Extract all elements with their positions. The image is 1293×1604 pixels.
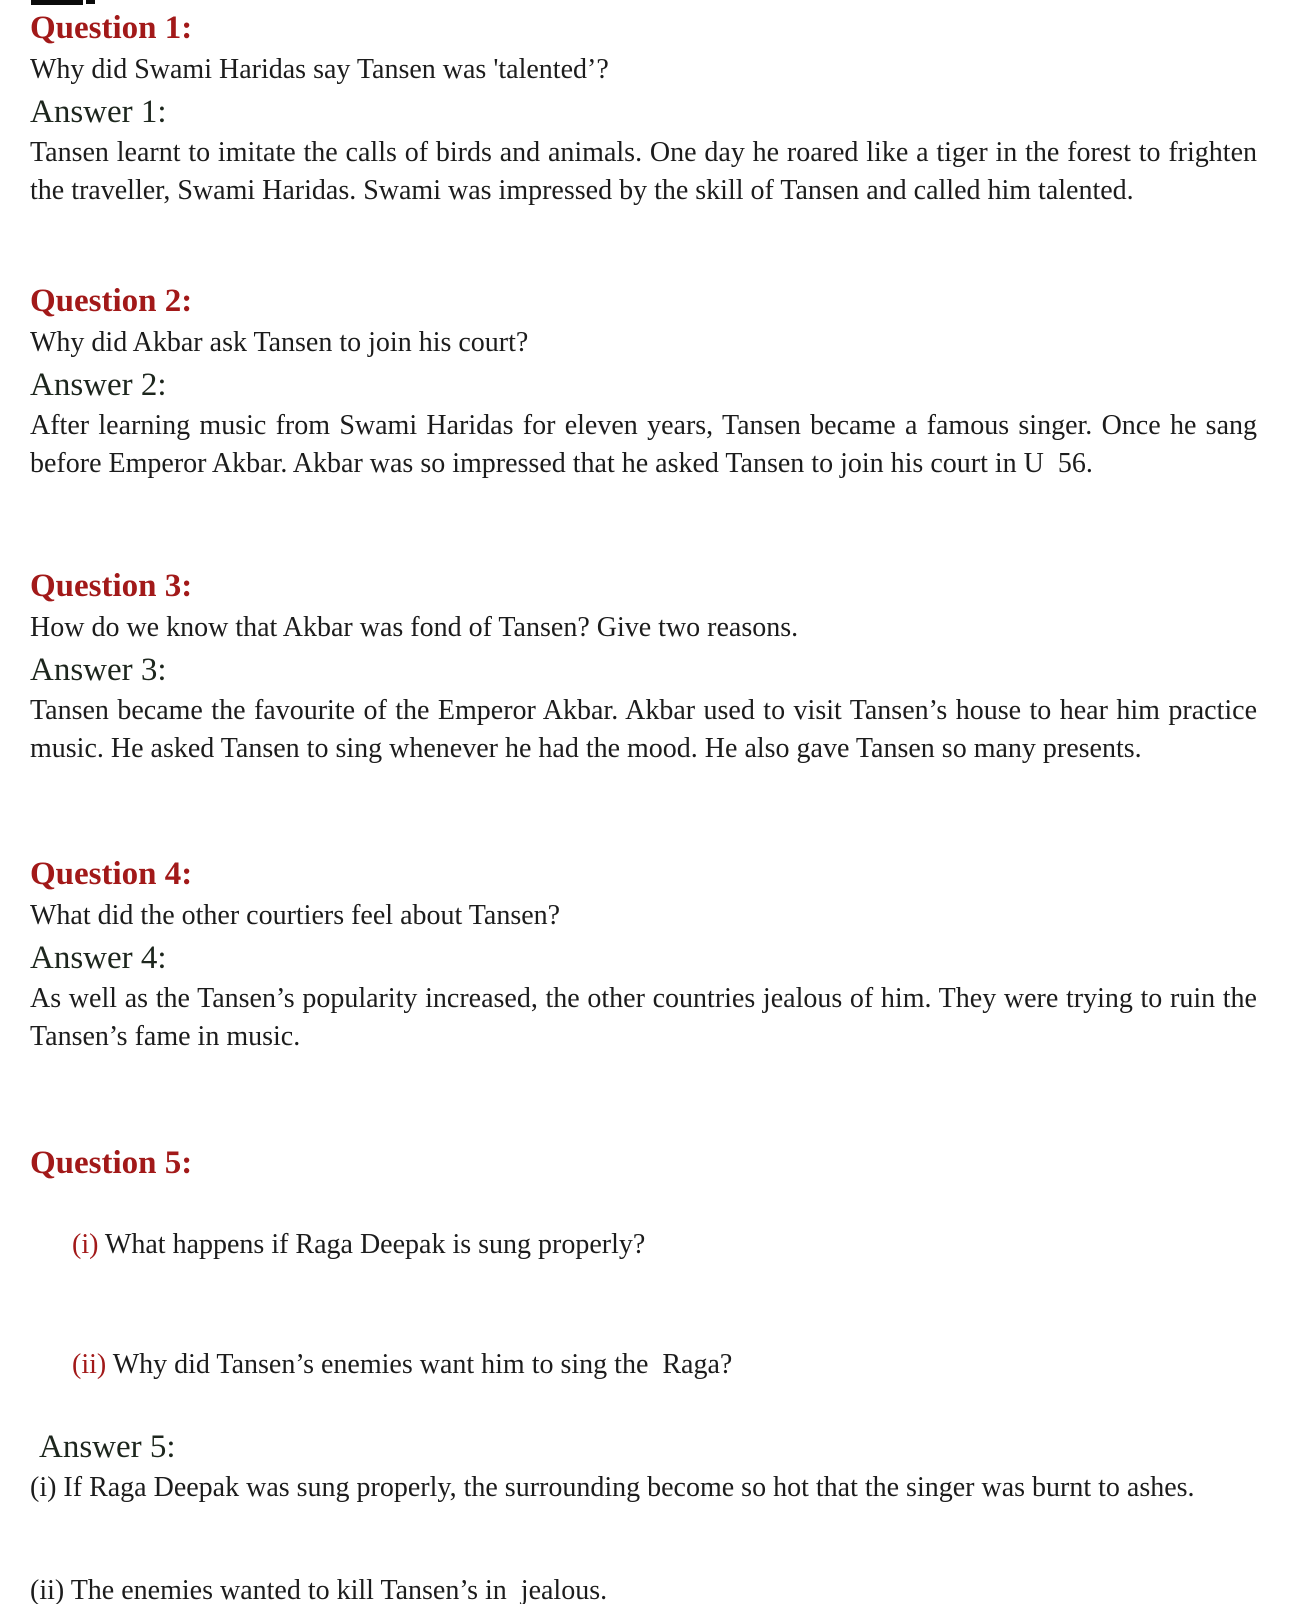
question-text: How do we know that Akbar was fond of Tansen? Give two reasons. xyxy=(30,612,799,643)
qa-section-4 xyxy=(30,852,1264,1056)
question-text-part-ii xyxy=(30,1305,1257,1425)
question-text: What happens if Raga Deepak is sung properly? xyxy=(98,1229,646,1260)
question-heading: Question 4: xyxy=(30,856,193,892)
answer-paragraph-part-i: (i) If Raga Deepak was sung properly, the surrounding become so hot that the singer was burnt to ashes. xyxy=(30,1472,1195,1503)
answer-paragraph: Tansen learnt to imitate the calls of birds and animals. One day he roared like a tiger in the forest to frighten the traveller, Swami Haridas. Swami was impressed by the skill of Tansen and called him talented. xyxy=(30,137,1264,206)
answer-heading: Answer 5: xyxy=(39,1429,176,1465)
question-text: Why did Tansen’s enemies want him to sing the Raga? xyxy=(106,1349,733,1380)
scan-artifact xyxy=(31,0,83,5)
question-text: Why did Akbar ask Tansen to join his court? xyxy=(30,327,529,358)
answer-paragraph: After learning music from Swami Haridas for eleven years, Tansen became a famous singer. Once he sang before Emperor Akbar. Akbar was so impressed that he asked Tansen to join his court in U 56. xyxy=(30,410,1264,479)
qa-section-5 xyxy=(30,1141,1257,1604)
answer-heading: Answer 1: xyxy=(30,94,167,130)
question-text: Why did Swami Haridas say Tansen was 'talented’? xyxy=(30,54,609,85)
answer-paragraph: As well as the Tansen’s popularity increased, the other countries jealous of him. They were trying to ruin the Tansen’s fame in music. xyxy=(30,983,1264,1052)
question-heading: Question 3: xyxy=(30,568,193,604)
answer-paragraph: Tansen became the favourite of the Emperor Akbar. Akbar used to visit Tansen’s house to hear him practice music. He asked Tansen to sing whenever he had the mood. He also gave Tansen so many presents. xyxy=(30,695,1264,764)
question-heading: Question 5: xyxy=(30,1145,193,1181)
question-text: What did the other courtiers feel about Tansen? xyxy=(30,900,561,931)
qa-section-2 xyxy=(30,279,1264,483)
answer-heading: Answer 4: xyxy=(30,940,167,976)
answer-heading: Answer 3: xyxy=(30,652,167,688)
question-part-label: (ii) xyxy=(72,1349,107,1380)
question-heading: Question 1: xyxy=(30,10,193,46)
question-heading: Question 2: xyxy=(30,283,193,319)
answer-heading: Answer 2: xyxy=(30,367,167,403)
scan-artifact xyxy=(86,0,95,4)
qa-section-1 xyxy=(30,6,1264,210)
qa-section-3 xyxy=(30,564,1264,768)
question-part-label: (i) xyxy=(72,1229,99,1260)
answer-paragraph-part-ii: (ii) The enemies wanted to kill Tansen’s in jealous. xyxy=(30,1575,608,1604)
question-text-part-i xyxy=(30,1185,1257,1305)
